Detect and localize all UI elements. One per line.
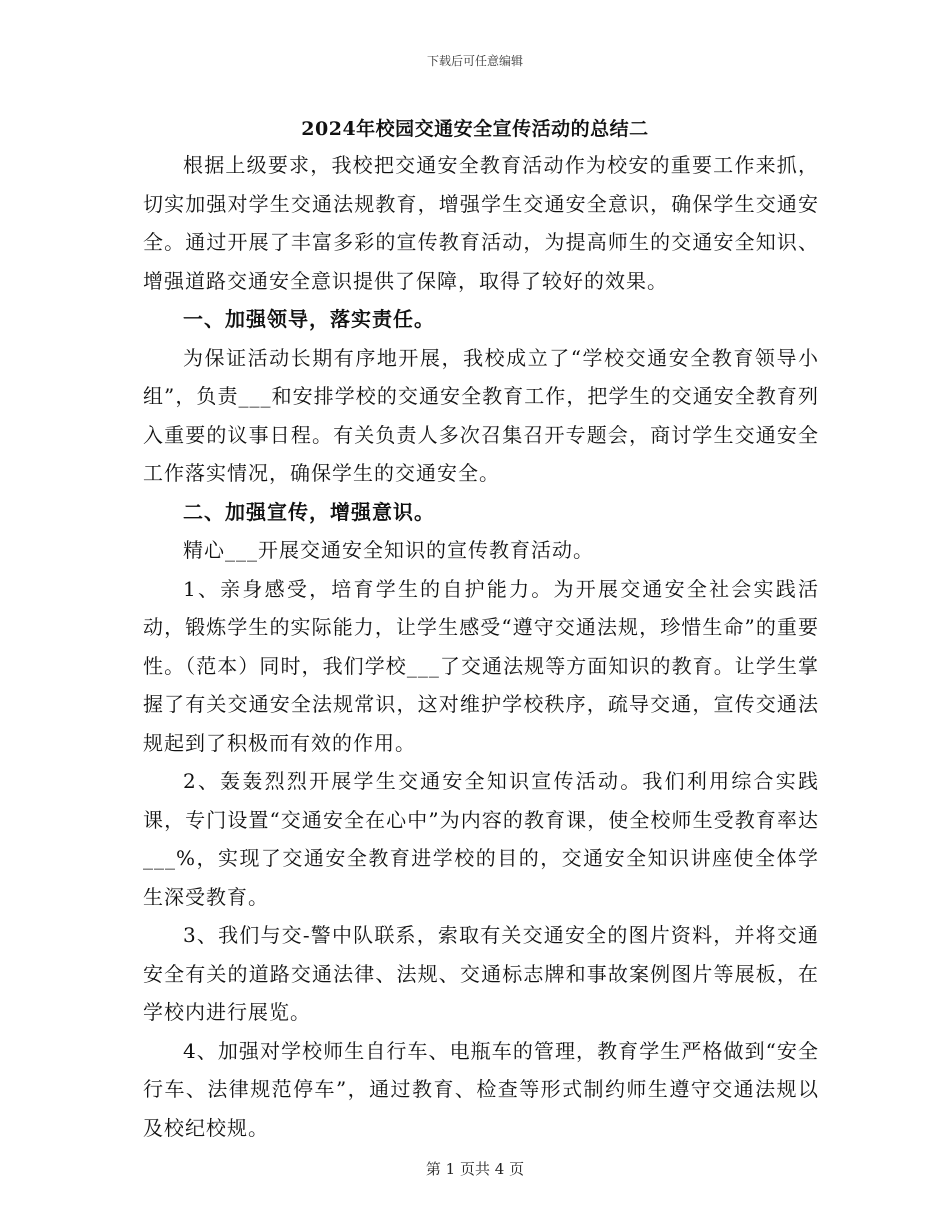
paragraph-item-2: 2、轰轰烈烈开展学生交通安全知识宣传活动。我们利用综合实践课，专门设置“交通安全在心中”为内容的教育课，使全校师生受教育率达___%，实现了交通安全教育进学校的目的，交通安全知识讲座使全体学生深受教育。 [143, 769, 819, 909]
paragraph-item-4: 4、加强对学校师生自行车、电瓶车的管理，教育学生严格做到“安全行车、法律规范停车”，通过教育、检查等形式制约师生遵守交通法规以及校纪校规。 [143, 1038, 819, 1140]
paragraph-publicity-intro: 精心___开展交通安全知识的宣传教育活动。 [183, 538, 594, 562]
section-heading-1: 一、加强领导，落实责任。 [183, 307, 435, 331]
paragraph-leadership: 为保证活动长期有序地开展，我校成立了“学校交通安全教育领导小组”，负责___和安排学校的交通安全教育工作，把学生的交通安全教育列入重要的议事日程。有关负责人多次召集召开专题会，商讨学生交通安全工作落实情况，确保学生的交通安全。 [143, 345, 819, 485]
section-heading-2: 二、加强宣传，增强意识。 [183, 499, 435, 524]
paragraph-intro: 根据上级要求，我校把交通安全教育活动作为校安的重要工作来抓，切实加强对学生交通法规教育，增强学生交通安全意识，确保学生交通安全。通过开展了丰富多彩的宣传教育活动，为提高师生的交通安全知识、增强道路交通安全意识提供了保障，取得了较好的效果。 [143, 153, 819, 293]
document-body [143, 146, 819, 1147]
document-title: 2024年校园交通安全宣传活动的总结二 [301, 118, 649, 140]
paragraph-item-1: 1、亲身感受，培育学生的自护能力。为开展交通安全社会实践活动，锻炼学生的实际能力，让学生感受“遵守交通法规，珍惜生命”的重要性。（范本）同时，我们学校___了交通法规等方面知识的教育。让学生掌握了有关交通安全法规常识，这对维护学校秩序，疏导交通，宣传交通法规起到了积极而有效的作用。 [143, 576, 819, 755]
header-note: 下载后可任意编辑 [426, 54, 523, 68]
page-footer: 第 1 页共 4 页 [425, 1160, 525, 1178]
paragraph-item-3: 3、我们与交-警中队联系，索取有关交通安全的图片资料，并将交通安全有关的道路交通法律、法规、交通标志牌和事故案例图片等展板，在学校内进行展览。 [143, 923, 819, 1024]
